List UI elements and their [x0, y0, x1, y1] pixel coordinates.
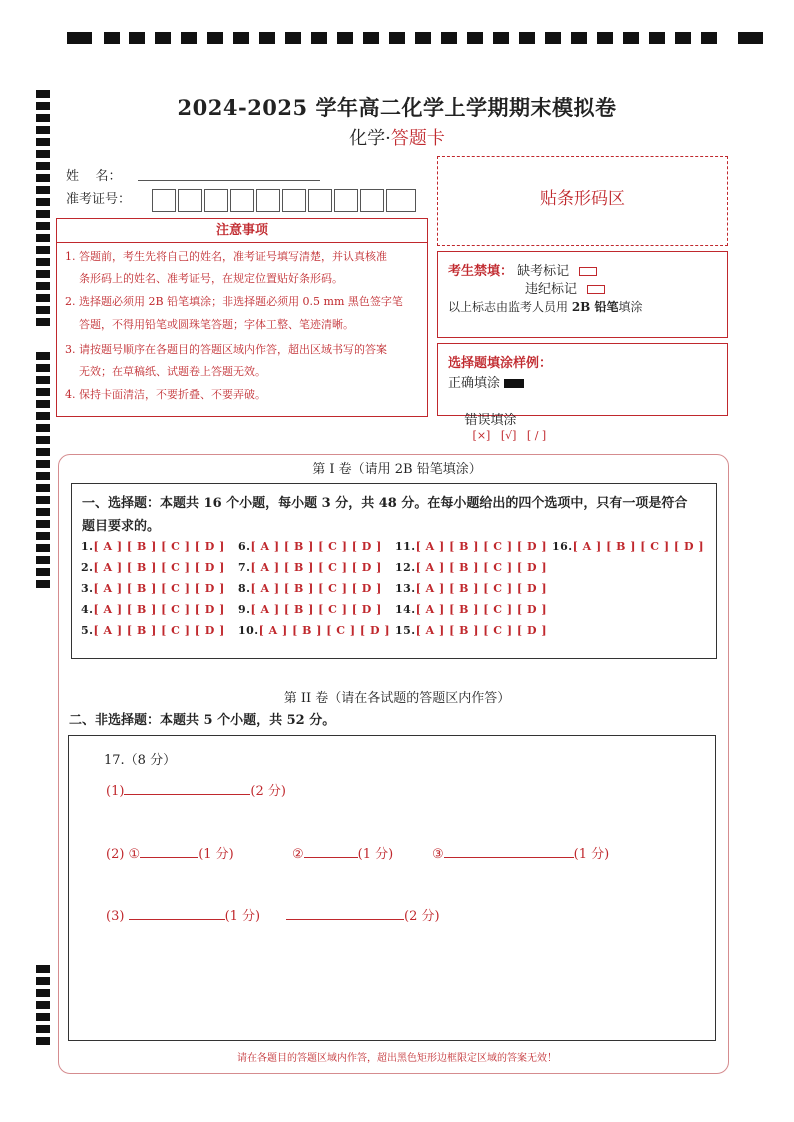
q17-2b-label: ② [292, 847, 304, 862]
mc-options[interactable]: [ A ] [ B ] [ C ] [ D ] [415, 603, 548, 616]
mc-number: 16. [552, 540, 573, 553]
mc-number: 15. [395, 624, 416, 637]
q17-1-blank[interactable] [124, 780, 250, 795]
barcode-area[interactable]: 贴条形码区 [437, 156, 728, 246]
correct-fill-mark [504, 379, 524, 388]
exam-number-label: 准考证号： [66, 192, 132, 207]
mc-number: 11. [395, 540, 416, 553]
correct-fill-label: 正确填涂 [448, 376, 501, 391]
q17-2b-score: (1 分) [357, 847, 394, 862]
absent-mark-box[interactable] [579, 267, 597, 276]
page-subtitle [0, 124, 794, 150]
fill-sample-box [437, 343, 728, 442]
subtitle-accent: 答题卡 [390, 128, 445, 149]
mc-number: 2. [81, 561, 94, 574]
fill-sample-label: 选择题填涂样例： [448, 356, 553, 371]
notice-line-5: 3. 请按题号顺序在各题目的答题区域内作答，超出区域书写的答案 [65, 343, 387, 356]
q17-2-label: (2) ① [106, 847, 141, 862]
forbidden-note-bold: 2B 铅笔 [571, 300, 619, 314]
mc-options[interactable]: [ A ] [ B ] [ C ] [ D ] [415, 582, 548, 595]
footer-warning: 请在各题目的答题区域内作答，超出黑色矩形边框限定区域的答案无效！ [237, 1053, 557, 1064]
mc-number: 13. [395, 582, 416, 595]
name-field[interactable] [138, 180, 320, 181]
mc-number: 6. [238, 540, 251, 553]
exam-digit-box[interactable] [230, 189, 254, 212]
subtitle-subject: 化学· [349, 128, 391, 149]
q17-3a-score: (1 分) [224, 909, 261, 924]
mc-options[interactable]: [ A ] [ B ] [ C ] [ D ] [250, 582, 382, 595]
q17-part3 [106, 905, 260, 924]
mc-options[interactable]: [ A ] [ B ] [ C ] [ D ] [250, 540, 382, 553]
mc-options[interactable]: [ A ] [ B ] [ C ] [ D ] [258, 624, 391, 637]
q17-2b-blank[interactable] [304, 843, 358, 858]
absent-mark-label: 缺考标记 [517, 264, 570, 279]
part1-instruction-1: 一、选择题：本题共 16 个小题，每小题 3 分，共 48 分。在每小题给出的四个选项中，只有一项是符合 [82, 496, 688, 511]
q17-part1 [106, 780, 286, 799]
part1-instruction-2: 题目要求的。 [82, 519, 161, 534]
q17-2c-blank[interactable] [444, 843, 574, 858]
exam-digit-box[interactable] [334, 189, 358, 212]
mc-number: 12. [395, 561, 416, 574]
q17-2c-label: ③ [432, 847, 444, 862]
q17-2c-score: (1 分) [573, 847, 610, 862]
q17-2a-blank[interactable] [140, 843, 198, 858]
mc-question-13[interactable] [395, 582, 547, 595]
mc-number: 10. [238, 624, 259, 637]
exam-digit-box[interactable] [386, 189, 416, 212]
q17-3b-blank[interactable] [286, 905, 404, 920]
mc-question-9[interactable] [238, 603, 382, 616]
forbidden-note-suffix: 填涂 [618, 300, 643, 314]
mc-question-10[interactable] [238, 624, 390, 637]
q17-1-label: (1) [106, 784, 125, 799]
q17-part2b [292, 843, 393, 862]
mc-options[interactable]: [ A ] [ B ] [ C ] [ D ] [415, 624, 548, 637]
mc-number: 9. [238, 603, 251, 616]
exam-digit-box[interactable] [256, 189, 280, 212]
forbidden-label: 考生禁填： [448, 264, 514, 279]
mc-options[interactable]: [ A ] [ B ] [ C ] [ D ] [93, 561, 225, 574]
mc-question-11[interactable] [395, 540, 547, 553]
mc-options[interactable]: [ A ] [ B ] [ C ] [ D ] [415, 540, 548, 553]
mc-options[interactable]: [ A ] [ B ] [ C ] [ D ] [93, 582, 225, 595]
mc-question-16[interactable] [552, 540, 704, 553]
mc-question-4[interactable] [81, 603, 225, 616]
wrong-fill-label: 错误填涂 [464, 413, 517, 428]
mc-question-5[interactable] [81, 624, 225, 637]
mc-question-7[interactable] [238, 561, 382, 574]
part2-heading: 第 II 卷（请在各试题的答题区内作答） [283, 691, 511, 706]
mc-question-3[interactable] [81, 582, 225, 595]
mc-number: 14. [395, 603, 416, 616]
q17-title: 17.（8 分） [104, 753, 177, 768]
notice-heading: 注意事项 [57, 219, 427, 243]
q17-2a-score: (1 分) [198, 847, 234, 862]
mc-question-8[interactable] [238, 582, 382, 595]
notice-line-6: 无效；在草稿纸、试题卷上答题无效。 [65, 365, 266, 378]
exam-digit-box[interactable] [152, 189, 176, 212]
mc-number: 7. [238, 561, 251, 574]
forbidden-note-prefix: 以上标志由监考人员用 [448, 300, 572, 314]
name-label: 姓 名： [66, 169, 122, 184]
mc-question-6[interactable] [238, 540, 382, 553]
mc-options[interactable]: [ A ] [ B ] [ C ] [ D ] [415, 561, 548, 574]
forbidden-note [448, 298, 643, 315]
notice-line-1: 1. 答题前，考生先将自己的姓名，准考证号填写清楚，并认真核准 [65, 250, 387, 263]
page-title: 2024-2025 学年高二化学上学期期末模拟卷 [177, 95, 617, 120]
wrong-fill-marks: [×] [√] [ / ] [472, 429, 547, 442]
exam-digit-box[interactable] [360, 189, 384, 212]
violation-mark-box[interactable] [587, 285, 605, 294]
notice-box [56, 218, 428, 417]
exam-digit-box[interactable] [178, 189, 202, 212]
mc-options[interactable]: [ A ] [ B ] [ C ] [ D ] [250, 561, 382, 574]
exam-digit-box[interactable] [308, 189, 332, 212]
q17-3a-blank[interactable] [129, 905, 225, 920]
mc-options[interactable]: [ A ] [ B ] [ C ] [ D ] [572, 540, 705, 553]
q17-1-score: (2 分) [250, 784, 286, 799]
q17-part3b [286, 905, 440, 924]
q17-part2 [106, 843, 234, 862]
mc-question-2[interactable] [81, 561, 225, 574]
notice-line-4: 答题，不得用铅笔或圆珠笔答题；字体工整、笔迹清晰。 [65, 318, 354, 331]
forbidden-box [437, 251, 728, 338]
mc-options[interactable]: [ A ] [ B ] [ C ] [ D ] [93, 603, 225, 616]
mc-question-1[interactable] [81, 540, 225, 553]
mc-options[interactable]: [ A ] [ B ] [ C ] [ D ] [250, 603, 382, 616]
mc-number: 8. [238, 582, 251, 595]
q17-3b-score: (2 分) [404, 909, 440, 924]
mc-options[interactable]: [ A ] [ B ] [ C ] [ D ] [93, 624, 225, 637]
mc-question-12[interactable] [395, 561, 547, 574]
exam-digit-box[interactable] [282, 189, 306, 212]
exam-digit-box[interactable] [204, 189, 228, 212]
mc-question-15[interactable] [395, 624, 547, 637]
notice-line-2: 条形码上的姓名、准考证号，在规定位置贴好条形码。 [65, 272, 343, 285]
mc-number: 5. [81, 624, 94, 637]
mc-number: 4. [81, 603, 94, 616]
mc-number: 3. [81, 582, 94, 595]
notice-line-3: 2. 选择题必须用 2B 铅笔填涂；非选择题必须用 0.5 mm 黑色签字笔 [65, 295, 403, 308]
mc-options[interactable]: [ A ] [ B ] [ C ] [ D ] [93, 540, 225, 553]
mc-number: 1. [81, 540, 94, 553]
mc-question-14[interactable] [395, 603, 547, 616]
part1-heading: 第 I 卷（请用 2B 铅笔填涂） [312, 462, 482, 477]
notice-line-7: 4. 保持卡面清洁，不要折叠、不要弄破。 [65, 388, 266, 401]
q17-part2c [432, 843, 609, 862]
violation-mark-label: 违纪标记 [525, 282, 578, 297]
q17-3-label: (3) [106, 909, 125, 924]
part2-instruction: 二、非选择题：本题共 5 个小题，共 52 分。 [69, 713, 336, 728]
